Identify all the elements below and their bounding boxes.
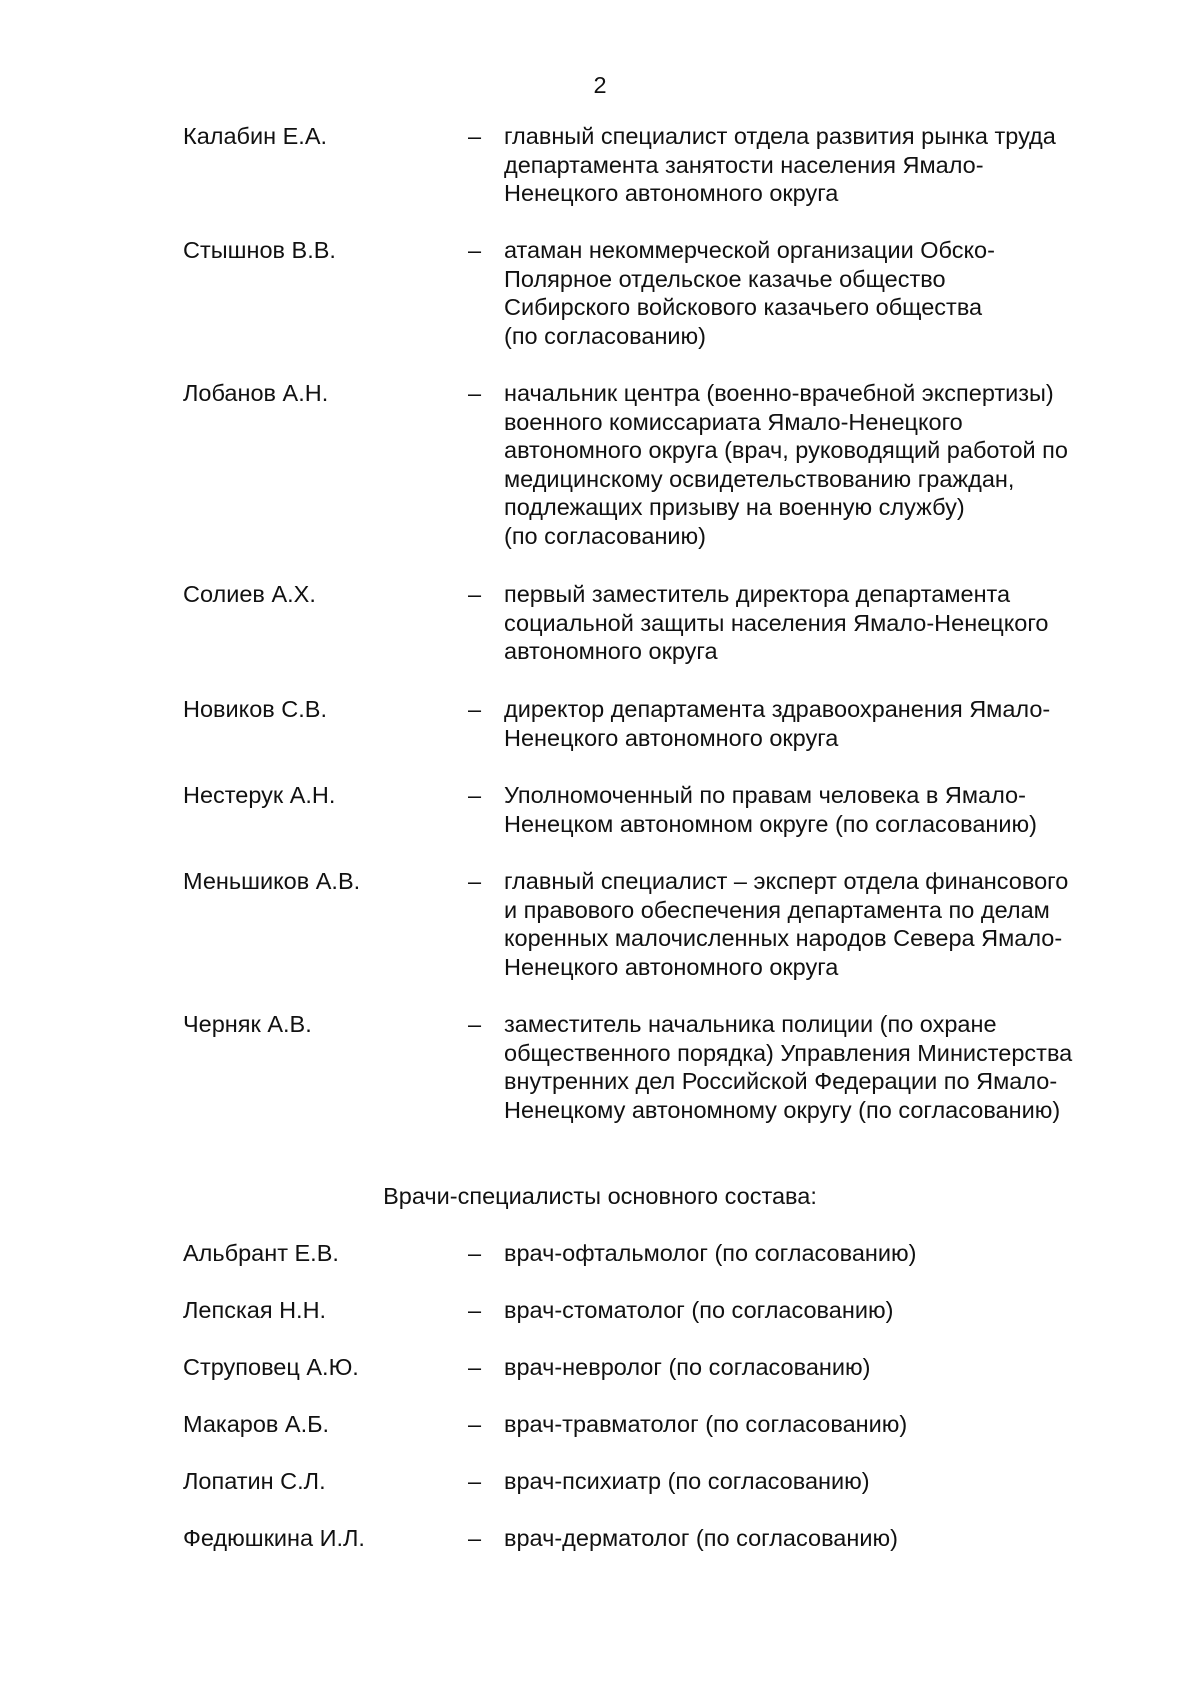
doctor-name: Лепская Н.Н. — [183, 1297, 327, 1323]
member-name: Лобанов А.Н. — [183, 380, 329, 406]
doctors-section-heading: Врачи-специалисты основного состава: — [383, 1183, 817, 1209]
dash: – — [468, 868, 482, 894]
doctor-entry — [183, 1239, 1158, 1268]
doctor-role: врач-психиатр (по согласованию) — [504, 1468, 870, 1494]
member-entry — [183, 580, 1158, 666]
member-role: Уполномоченный по правам человека в Ямало- Ненецком автономном округе (по согласованию) — [504, 782, 1037, 837]
dash: – — [468, 1354, 482, 1380]
dash: – — [468, 1240, 482, 1266]
member-entry — [183, 236, 1158, 350]
member-name: Солиев А.Х. — [183, 581, 316, 607]
member-entry — [183, 1010, 1158, 1124]
doctor-role: врач-стоматолог (по согласованию) — [504, 1297, 894, 1323]
doctor-entry — [183, 1353, 1158, 1382]
doctor-name: Федюшкина И.Л. — [183, 1525, 365, 1551]
member-entry — [183, 695, 1158, 752]
member-name: Стышнов В.В. — [183, 237, 336, 263]
doctor-role: врач-дерматолог (по согласованию) — [504, 1525, 898, 1551]
member-name: Меньшиков А.В. — [183, 868, 361, 894]
member-entry — [183, 122, 1158, 208]
dash: – — [468, 782, 482, 808]
member-entry — [183, 867, 1158, 981]
dash: – — [468, 1011, 482, 1037]
member-role: атаман некоммерческой организации Обско- Полярное отдельское казачье общество Сибирского войскового казачьего общества (по согласованию) — [504, 237, 995, 349]
member-name: Нестерук А.Н. — [183, 782, 336, 808]
member-role: директор департамента здравоохранения Ямало- Ненецкого автономного округа — [504, 696, 1051, 751]
page-number: 2 — [593, 72, 607, 98]
dash: – — [468, 123, 482, 149]
dash: – — [468, 1468, 482, 1494]
doctor-entry — [183, 1410, 1158, 1439]
dash: – — [468, 380, 482, 406]
dash: – — [468, 696, 482, 722]
doctor-role: врач-офтальмолог (по согласованию) — [504, 1240, 917, 1266]
member-role: начальник центра (военно-врачебной экспертизы) военного комиссариата Ямало-Ненецкого автономного округа (врач, руководящий работой по медицинскому освидетельствованию граждан, подлежащих призыву на военную службу) (по согласованию) — [504, 380, 1068, 549]
dash: – — [468, 1411, 482, 1437]
dash: – — [468, 581, 482, 607]
doctor-role: врач-травматолог (по согласованию) — [504, 1411, 908, 1437]
doctor-entry — [183, 1296, 1158, 1325]
member-name: Черняк А.В. — [183, 1011, 312, 1037]
doctor-entry — [183, 1467, 1158, 1496]
doctor-entry — [183, 1524, 1158, 1553]
member-entry — [183, 781, 1158, 838]
doctor-name: Струповец А.Ю. — [183, 1354, 359, 1380]
member-role: главный специалист – эксперт отдела финансового и правового обеспечения департамента по делам коренных малочисленных народов Севера Ямало- Ненецкого автономного округа — [504, 868, 1069, 980]
member-role: главный специалист отдела развития рынка труда департамента занятости населения Ямало- Ненецкого автономного округа — [504, 123, 1056, 206]
member-entry — [183, 379, 1158, 550]
member-role: заместитель начальника полиции (по охране общественного порядка) Управления Министерства внутренних дел Российской Федерации по Ямало- Ненецкому автономному округу (по согласованию) — [504, 1011, 1073, 1123]
member-role: первый заместитель директора департамента социальной защиты населения Ямало-Ненецкого автономного округа — [504, 581, 1049, 664]
member-name: Новиков С.В. — [183, 696, 327, 722]
member-name: Калабин Е.А. — [183, 123, 328, 149]
doctor-name: Альбрант Е.В. — [183, 1240, 339, 1266]
dash: – — [468, 1297, 482, 1323]
dash: – — [468, 237, 482, 263]
doctor-name: Макаров А.Б. — [183, 1411, 330, 1437]
dash: – — [468, 1525, 482, 1551]
doctor-name: Лопатин С.Л. — [183, 1468, 326, 1494]
doctor-role: врач-невролог (по согласованию) — [504, 1354, 871, 1380]
